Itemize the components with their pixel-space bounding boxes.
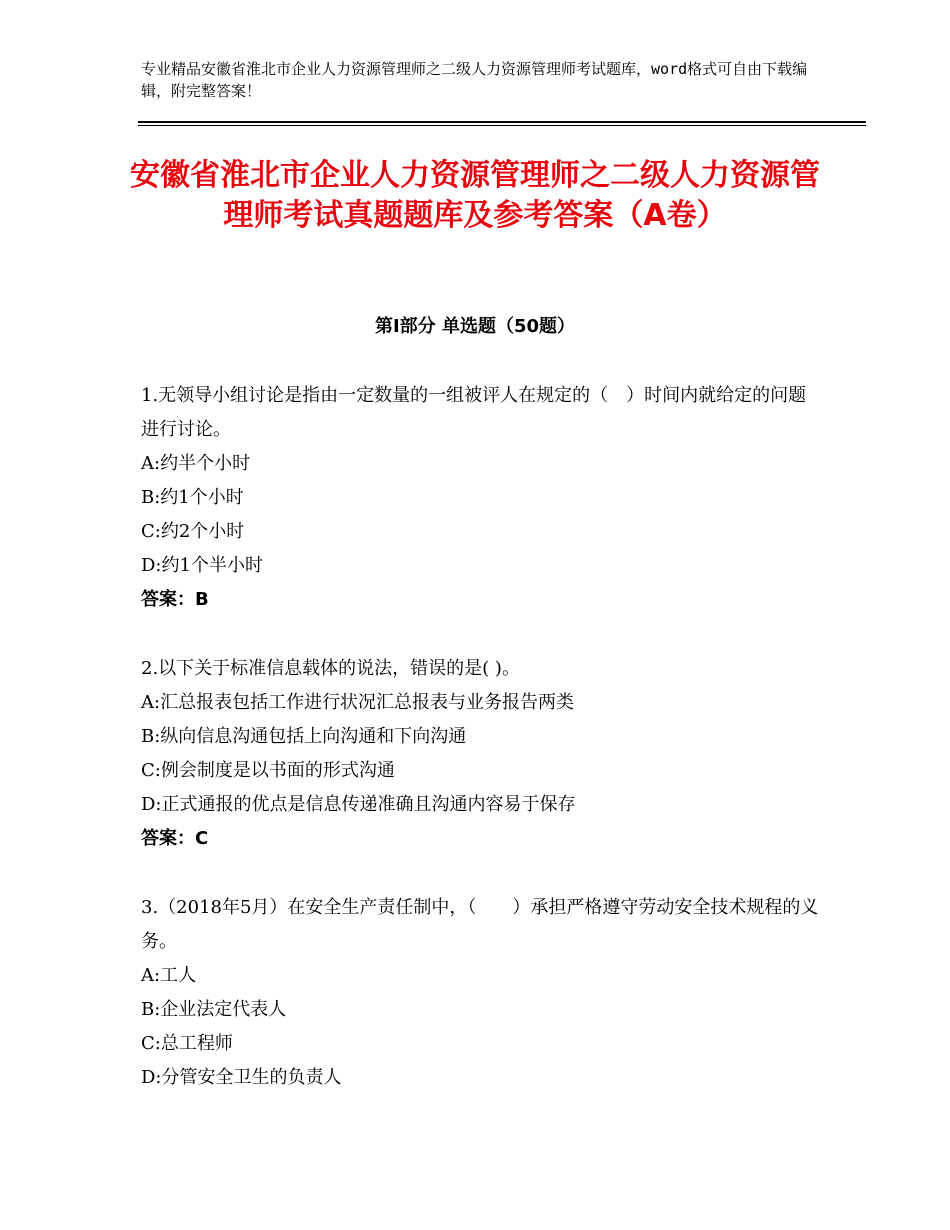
option-d: D:约1个半小时 <box>141 555 263 576</box>
question-stem: 2.以下关于标准信息载体的说法，错误的是( )。 <box>141 658 520 679</box>
option-d: D:分管安全卫生的负责人 <box>141 1067 342 1088</box>
answer: 答案：B <box>141 589 209 610</box>
answer: 答案：C <box>141 828 209 849</box>
option-b: B:纵向信息沟通包括上向沟通和下向沟通 <box>141 726 467 747</box>
option-a: A:工人 <box>141 965 197 986</box>
question-stem: 1.无领导小组讨论是指由一定数量的一组被评人在规定的（ ）时间内就给定的问题进行讨论。 <box>141 385 807 440</box>
question-1 <box>141 379 821 617</box>
option-b: B:约1个小时 <box>141 487 244 508</box>
header-rule-thick <box>138 121 866 123</box>
section-heading: 第Ⅰ部分 单选题（50题） <box>374 316 575 337</box>
option-c: C:总工程师 <box>141 1033 233 1054</box>
option-b: B:企业法定代表人 <box>141 999 287 1020</box>
question-3 <box>141 891 821 1095</box>
header-rule-thin <box>138 125 866 126</box>
option-a: A:汇总报表包括工作进行状况汇总报表与业务报告两类 <box>141 692 575 713</box>
question-stem: 3.（2018年5月）在安全生产责任制中，（ ）承担严格遵守劳动安全技术规程的义务。 <box>141 897 819 952</box>
header-note: 专业精品安徽省淮北市企业人力资源管理师之二级人力资源管理师考试题库，word格式可自由下载编辑，附完整答案！ <box>141 60 808 100</box>
option-a: A:约半个小时 <box>141 453 251 474</box>
option-c: C:约2个小时 <box>141 521 245 542</box>
document-title: 安徽省淮北市企业人力资源管理师之二级人力资源管理师考试真题题库及参考答案（A卷） <box>130 158 820 233</box>
option-c: C:例会制度是以书面的形式沟通 <box>141 760 395 781</box>
option-d: D:正式通报的优点是信息传递准确且沟通内容易于保存 <box>141 794 576 815</box>
question-2 <box>141 652 821 856</box>
